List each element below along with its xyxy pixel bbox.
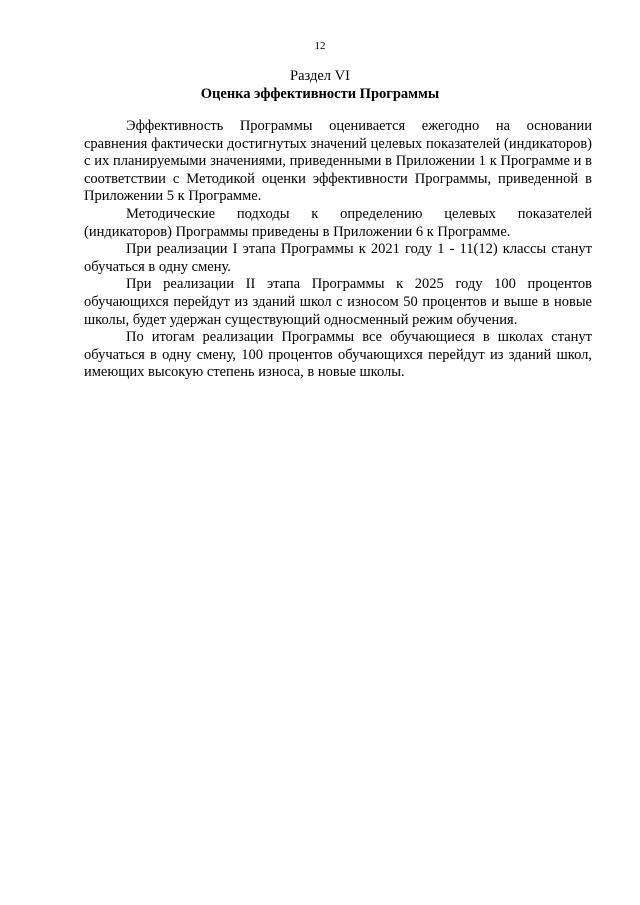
body-text: [84, 118, 592, 382]
section-label: Раздел VI: [290, 68, 350, 84]
paragraph-stage-one: При реализации I этапа Программы к 2021 году 1 - 11(12) классы станут обучаться в одну смену.: [84, 241, 592, 275]
paragraph-methodological-approaches: Методические подходы к определению целевых показателей (индикаторов) Программы приведены в Приложении 6 к Программе.: [84, 205, 592, 240]
section-title: Оценка эффективности Программы: [200, 86, 440, 102]
paragraph-program-results: По итогам реализации Программы все обучающиеся в школах станут обучаться в одну смену, 100 процентов обучающихся перейдут из зданий школ, имеющих высокую степень износа, в новые школы.: [84, 329, 592, 381]
page-number: 12: [314, 40, 326, 52]
paragraph-stage-two: При реализации II этапа Программы к 2025 году 100 процентов обучающихся перейдут из зданий школ с износом 50 процентов и выше в новые школы, будет удержан существующий односменный режим обучения.: [84, 276, 592, 328]
paragraph-efficiency-assessment: Эффективность Программы оценивается ежегодно на основании сравнения фактически достигнутых значений целевых показателей (индикаторов) с их планируемыми значениями, приведенными в Приложении 1 к Программе и в соответствии с Методикой оценки эффективности Программы, приведенной в Приложении 5 к Программе.: [84, 118, 592, 205]
